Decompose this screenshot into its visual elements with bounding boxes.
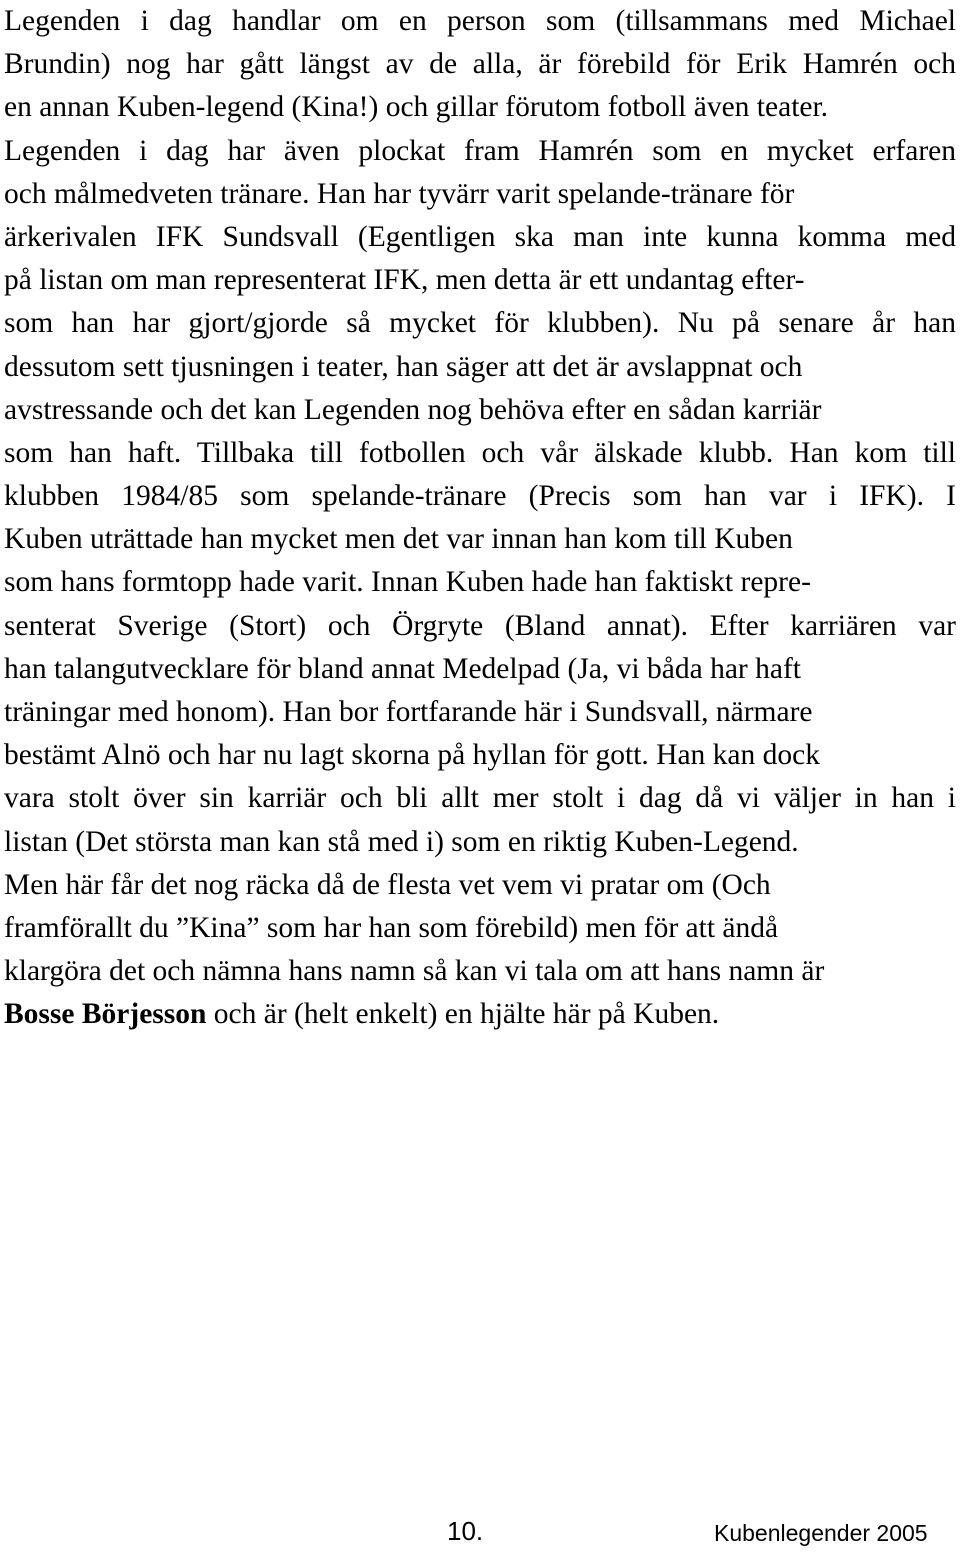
article-line: Brundin) nog har gått längst av de alla, är förebild för Erik Hamrén och — [4, 48, 956, 81]
article-line: träningar med honom). Han bor fortfarande här i Sundsvall, närmare — [4, 696, 813, 728]
article-line: bestämt Alnö och har nu lagt skorna på hyllan för gott. Han kan dock — [4, 739, 820, 772]
article-final-text: och är (helt enkelt) en hjälte här på Kuben. — [206, 998, 720, 1031]
article-line: Kuben uträttade han mycket men det var innan han kom till Kuben — [4, 523, 793, 556]
page-number: 10. — [447, 1516, 484, 1546]
article-body — [4, 0, 956, 1037]
article-line: framförallt du ”Kina” som har han som förebild) men för att ändå — [4, 911, 779, 944]
article-line: en annan Kuben-legend (Kina!) och gillar förutom fotboll även teater. — [4, 91, 829, 124]
article-line: och målmedveten tränare. Han har tyvärr varit spelande-tränare för — [4, 177, 795, 210]
article-line: som hans formtopp hade varit. Innan Kuben hade han faktiskt repre- — [4, 566, 811, 599]
article-line: Legenden i dag handlar om en person som (tillsammans med Michael — [4, 5, 956, 37]
article-line: vara stolt över sin karriär och bli allt mer stolt i dag då vi väljer in han i — [4, 782, 956, 815]
article-line: som han haft. Tillbaka till fotbollen och vår älskade klubb. Han kom till — [4, 436, 956, 469]
article-final-line — [4, 993, 956, 1036]
article-line: dessutom sett tjusningen i teater, han säger att det är avslappnat och — [4, 350, 803, 383]
article-line: klubben 1984/85 som spelande-tränare (Precis som han var i IFK). I — [4, 480, 956, 513]
publication-title: Kubenlegender 2005 — [714, 1520, 928, 1546]
article-line: avstressande och det kan Legenden nog behöva efter en sådan karriär — [4, 393, 822, 426]
article-line: på listan om man representerat IFK, men detta är ett undantag efter- — [4, 264, 805, 297]
article-line: ärkerivalen IFK Sundsvall (Egentligen ska man inte kunna komma med — [4, 220, 956, 253]
article-line: senterat Sverige (Stort) och Örgryte (Bland annat). Efter karriären var — [4, 609, 956, 642]
article-line: han talangutvecklare för bland annat Medelpad (Ja, vi båda har haft — [4, 652, 801, 685]
article-line: Men här får det nog räcka då de flesta vet vem vi pratar om (Och — [4, 868, 771, 901]
article-line: Legenden i dag har även plockat fram Hamrén som en mycket erfaren — [4, 134, 956, 167]
article-line: listan (Det största man kan stå med i) som en riktig Kuben-Legend. — [4, 825, 799, 858]
legend-name: Bosse Börjesson — [4, 998, 207, 1031]
article-line: som han har gjort/gjorde så mycket för klubben). Nu på senare år han — [4, 307, 956, 340]
article-line: klargöra det och nämna hans namn så kan vi tala om att hans namn är — [4, 955, 825, 988]
